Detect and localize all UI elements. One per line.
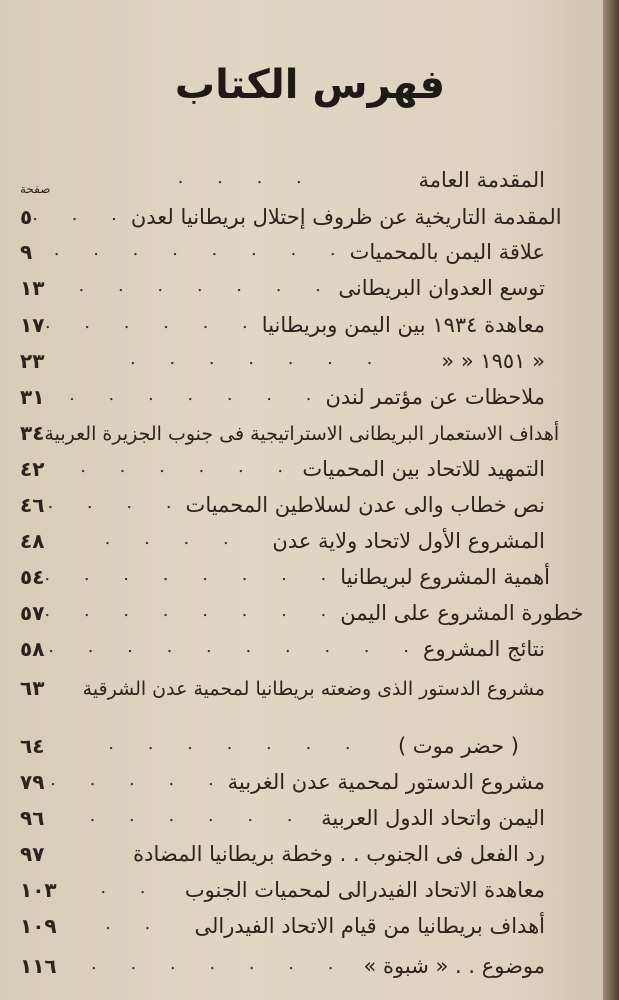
toc-page-number: ٥ [20, 205, 33, 229]
toc-leader-dots: . . . . . . . . [44, 600, 341, 621]
toc-page-number: ١٣ [20, 276, 45, 300]
toc-entry-text: رد الفعل فى الجنوب . . وخطة بريطانيا المضادة [133, 842, 545, 866]
toc-leader-dots: . . . . . . . [78, 275, 335, 296]
toc-entry [20, 906, 545, 938]
toc-leader-dots: . . . . [177, 167, 316, 188]
toc-page-number: ١٧ [20, 313, 45, 337]
toc-entry [20, 485, 545, 517]
toc-entry [20, 870, 545, 902]
toc-page-number: ١٠٣ [20, 878, 57, 902]
toc-entry [20, 413, 560, 445]
toc-entry-text: مشروع الدستور الذى وضعته بريطانيا لمحمية عدن الشرقية [82, 678, 545, 700]
toc-entry [20, 377, 545, 409]
toc-page-number: ٥٨ [20, 637, 45, 661]
toc-page-number: ١٠٩ [20, 914, 57, 938]
page-title: فهرس الكتاب [174, 62, 446, 108]
toc-page-number: ٥٤ [20, 565, 45, 589]
toc-leader-dots: . . . . . . . [129, 348, 387, 369]
toc-entry-text: نص خطاب والى عدن لسلاطين المحميات [185, 493, 545, 517]
toc-leader-dots: . . . . . . . . [53, 239, 350, 260]
toc-page-number: ٣٤ [20, 421, 45, 445]
toc-leader-dots: . . . . [47, 492, 186, 513]
toc-entry-text: توسع العدوان البريطانى [338, 276, 545, 300]
toc-page-number: ٣١ [20, 385, 45, 409]
toc-entry [20, 593, 584, 625]
toc-entry [20, 449, 545, 481]
toc-page-number: ٤٨ [20, 529, 45, 553]
toc-leader-dots: . . . . . . . [69, 384, 326, 405]
toc-entry-text: ( حضر موت ) [397, 734, 519, 758]
toc-leader-dots: . . . . . . [80, 456, 298, 477]
toc-leader-dots: . . . . . . [89, 805, 307, 826]
toc-page-number: ٩ [20, 240, 33, 264]
toc-entry [20, 341, 545, 373]
toc-leader-dots: . . . . . . [44, 312, 262, 333]
toc-page-number: ٤٢ [20, 457, 45, 481]
toc-entry [20, 668, 545, 700]
toc-entry [20, 798, 545, 830]
toc-entry-text: أهمية المشروع لبريطانيا [340, 565, 550, 589]
toc-entry-text: اليمن واتحاد الدول العربية [321, 806, 545, 830]
toc-page-number: ٦٣ [20, 676, 45, 700]
toc-leader-dots: . . [100, 877, 160, 898]
toc-entry-text: موضوع . . « شبوة » [363, 954, 545, 978]
toc-page-number: ٩٦ [20, 806, 45, 830]
toc-entry-text: المشروع الأول لاتحاد ولاية عدن [272, 529, 545, 553]
toc-entry [20, 629, 545, 661]
toc-entry-text: أهداف الاستعمار البريطانى الاستراتيجية فى جنوب الجزيرة العربية [44, 423, 560, 445]
toc-entry-text: معاهدة الاتحاد الفيدرالى لمحميات الجنوب [184, 878, 545, 902]
toc-page-number: ٦٤ [20, 734, 45, 758]
toc-page-number: ٩٧ [20, 842, 45, 866]
toc-entry [20, 762, 545, 794]
toc-leader-dots: . . . . . . . [91, 953, 348, 974]
toc-entry-text: ملاحظات عن مؤتمر لندن [325, 385, 545, 409]
toc-leader-dots: . . . [32, 204, 131, 225]
toc-entry-text: المقدمة التاريخية عن ظروف إحتلال بريطانيا لعدن [130, 205, 562, 229]
toc-leader-dots: . . [105, 913, 165, 934]
toc-entry [20, 197, 562, 229]
toc-entry [20, 232, 545, 264]
toc-entry [20, 834, 545, 866]
toc-entry-text: علاقة اليمن بالمحميات [349, 240, 545, 264]
page-edge [603, 0, 619, 1000]
toc-entry-text: مشروع الدستور لمحمية عدن الغربية [227, 770, 545, 794]
toc-entry-text: أهداف بريطانيا من قيام الاتحاد الفيدرالى [194, 914, 545, 938]
toc-entry [20, 557, 550, 589]
toc-page-number: ١١٦ [20, 954, 57, 978]
toc-page-number: ٧٩ [20, 770, 45, 794]
toc-leader-dots: . . . . . . . . . . [48, 636, 423, 657]
toc-leader-dots: . . . . [104, 528, 243, 549]
toc-entry-text: نتائج المشروع [422, 637, 545, 661]
toc-entry [20, 726, 545, 758]
toc-entry [20, 305, 545, 337]
toc-page-number: ٥٧ [20, 601, 45, 625]
toc-entry-text: « ١٩٥١ « « [441, 349, 545, 373]
toc-leader-dots: . . . . . . . . [44, 564, 341, 585]
toc-entry [20, 160, 545, 192]
toc-entry-text: خطورة المشروع على اليمن [340, 601, 584, 625]
toc-entry-text: التمهيد للاتحاد بين المحميات [302, 457, 545, 481]
toc-entry-text: معاهدة ١٩٣٤ بين اليمن وبريطانيا [261, 313, 545, 337]
toc-page-number: ٢٣ [20, 349, 45, 373]
toc-leader-dots: . . . . . . . [108, 733, 365, 754]
toc-entry [20, 268, 545, 300]
page-column-header: صفحة [20, 182, 51, 196]
toc-entry-text: المقدمة العامة [418, 168, 545, 192]
toc-entry [20, 946, 545, 978]
toc-leader-dots: . . . . . [50, 769, 228, 790]
toc-entry [20, 521, 545, 553]
toc-page-number: ٤٦ [20, 493, 45, 517]
